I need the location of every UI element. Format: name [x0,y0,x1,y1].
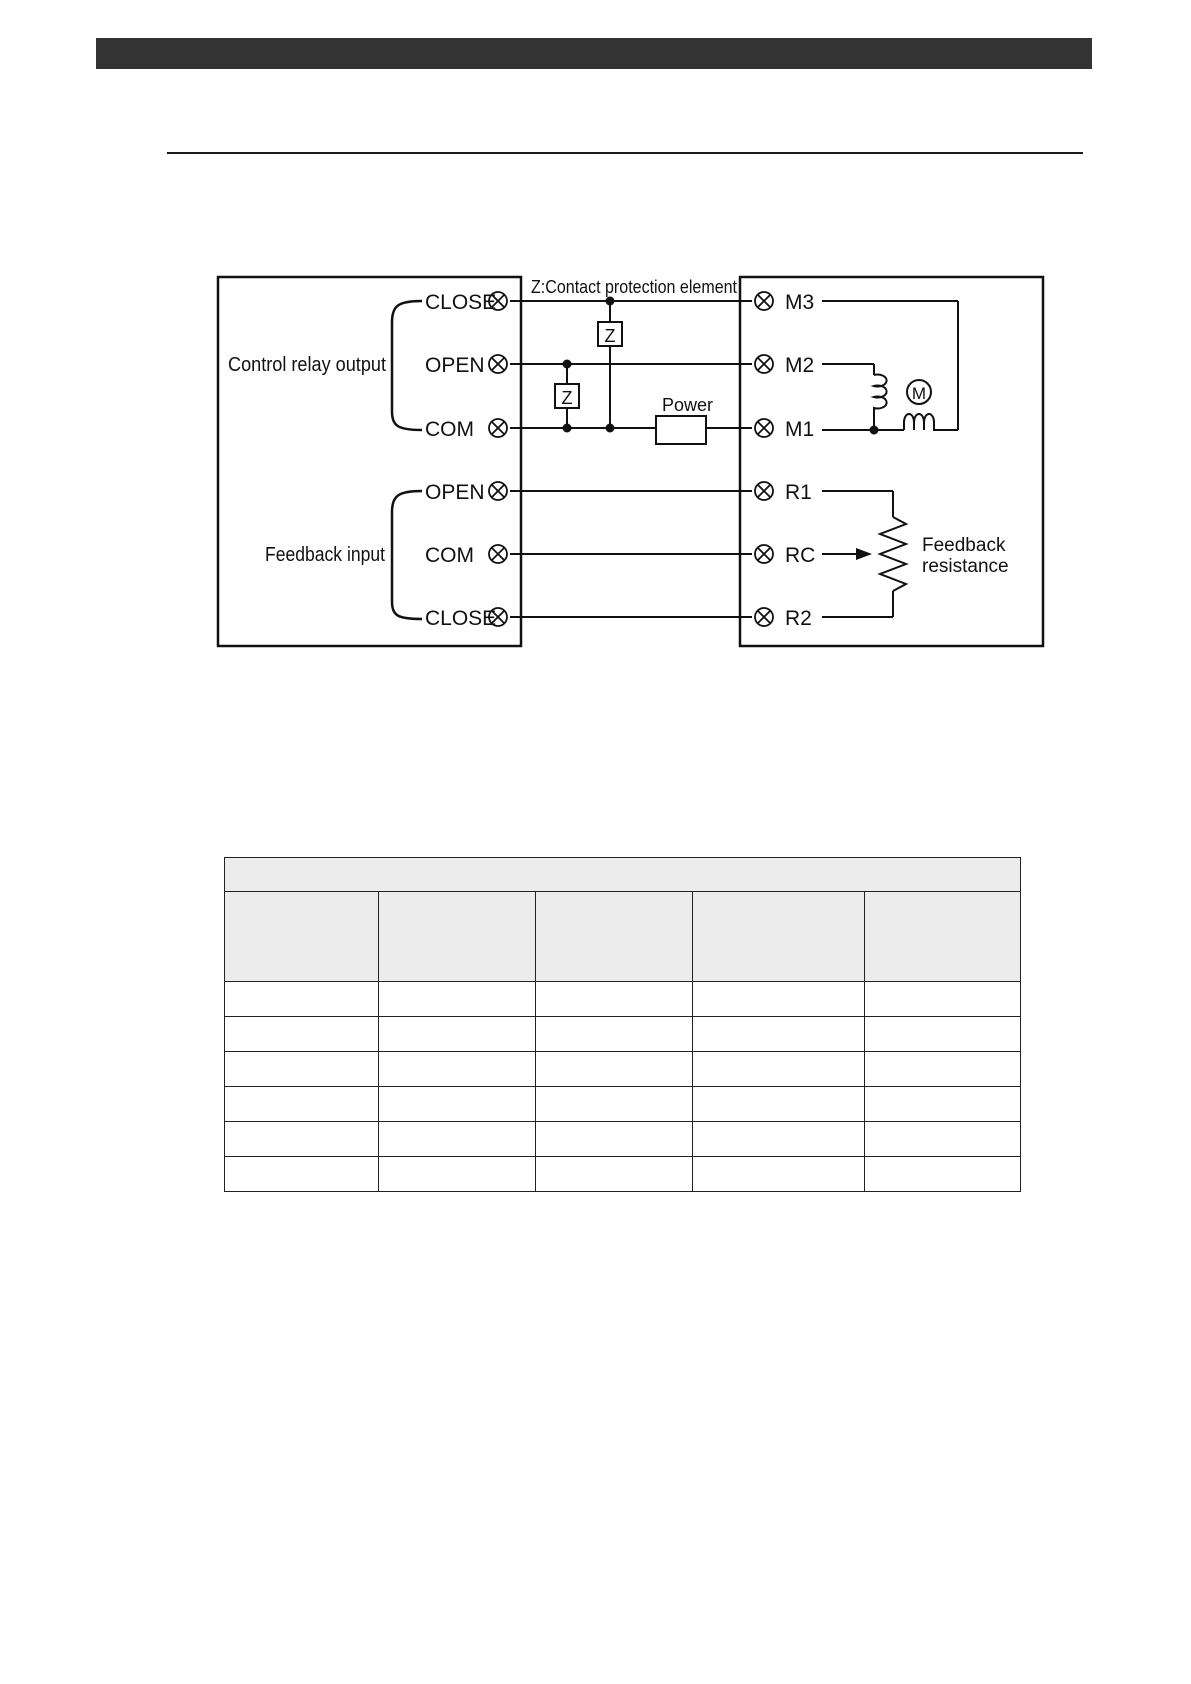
table-cell [536,982,693,1017]
terminal-right-3-icon [755,419,773,437]
table-cell [693,1122,865,1157]
terminal-label-r2: R2 [785,607,812,630]
feedback-resistor [880,517,906,591]
controller-box [218,277,521,646]
table-cell [225,1157,379,1192]
actuator-box [740,277,1043,646]
table-cell [693,1157,865,1192]
table-cell [536,1087,693,1122]
table-cell [865,1017,1021,1052]
junction-dot [563,424,572,433]
table-cell [865,982,1021,1017]
table-row [225,1052,1021,1087]
protection-element-label: Z:Contact protection element [531,277,737,297]
table-cell [379,1122,536,1157]
table-cell [536,892,693,982]
table-cell [865,1052,1021,1087]
junction-dot [563,360,572,369]
table-row [225,1087,1021,1122]
table-cell [693,892,865,982]
terminal-right-1-icon [755,292,773,310]
table-cell [225,982,379,1017]
terminal-right-4-icon [755,482,773,500]
power-label: Power [662,395,714,415]
junction-dot [606,297,615,306]
table-cell [536,1017,693,1052]
terminal-left-2-icon [489,355,507,373]
motor-coil-horizontal [904,414,958,430]
terminal-right-6-icon [755,608,773,626]
z-label: Z [604,326,616,346]
table-cell [225,1087,379,1122]
table-cell [865,1157,1021,1192]
table-header-row [225,892,1021,982]
wiper-arrow-icon [856,548,872,560]
terminal-label-rc: RC [785,544,816,567]
table-cell [225,1122,379,1157]
terminal-label-m3: M3 [785,291,815,314]
table-cell [225,1017,379,1052]
motor-symbol-label: M [911,384,927,403]
terminal-right-5-icon [755,545,773,563]
terminal-left-3-icon [489,419,507,437]
table-cell [379,1052,536,1087]
power-element [656,416,706,444]
feedback-resistance-label: resistance [922,556,1009,577]
table-row [225,982,1021,1017]
table-cell [379,892,536,982]
table-cell [865,1087,1021,1122]
terminal-left-5-icon [489,545,507,563]
table-cell [693,1087,865,1122]
junction-dot [606,424,615,433]
z-label: Z [561,388,573,408]
terminal-label-m2: M2 [785,354,815,377]
motor-coil-vertical [874,375,887,431]
control-relay-brace [392,301,422,430]
table-cell [693,1017,865,1052]
table-cell [693,982,865,1017]
table-caption-row [225,858,1021,892]
table-cell [225,1052,379,1087]
terminal-label-feedback-close: CLOSE [425,607,497,630]
terminal-label-feedback-open: OPEN [425,481,485,504]
table-cell [379,982,536,1017]
table-cell [379,1017,536,1052]
terminal-label-r1: R1 [785,481,812,504]
table-cell [536,1122,693,1157]
data-table [224,857,1021,1192]
terminal-label-control-open: OPEN [425,354,485,377]
wiring-diagram [210,270,1050,655]
junction-dot [870,426,879,435]
terminal-left-4-icon [489,482,507,500]
table-cell [693,1052,865,1087]
table-cell [536,1052,693,1087]
table-cell [536,1157,693,1192]
feedback-input-label: Feedback input [265,544,386,566]
control-relay-output-label: Control relay output [228,354,387,376]
section-title-rule [167,152,1083,154]
terminal-right-2-icon [755,355,773,373]
terminal-label-control-com: COM [425,418,474,441]
terminal-label-m1: M1 [785,418,815,441]
terminal-label-feedback-com: COM [425,544,474,567]
header-bar [96,38,1092,69]
feedback-resistance-label: Feedback [922,535,1006,556]
table-caption-cell [225,858,1021,892]
table-cell [379,1087,536,1122]
feedback-input-brace [392,491,422,619]
table-cell [865,892,1021,982]
table-cell [865,1122,1021,1157]
table-row [225,1017,1021,1052]
table-cell [225,892,379,982]
table-row [225,1122,1021,1157]
terminal-label-control-close: CLOSE [425,291,497,314]
table-row [225,1157,1021,1192]
table-cell [379,1157,536,1192]
